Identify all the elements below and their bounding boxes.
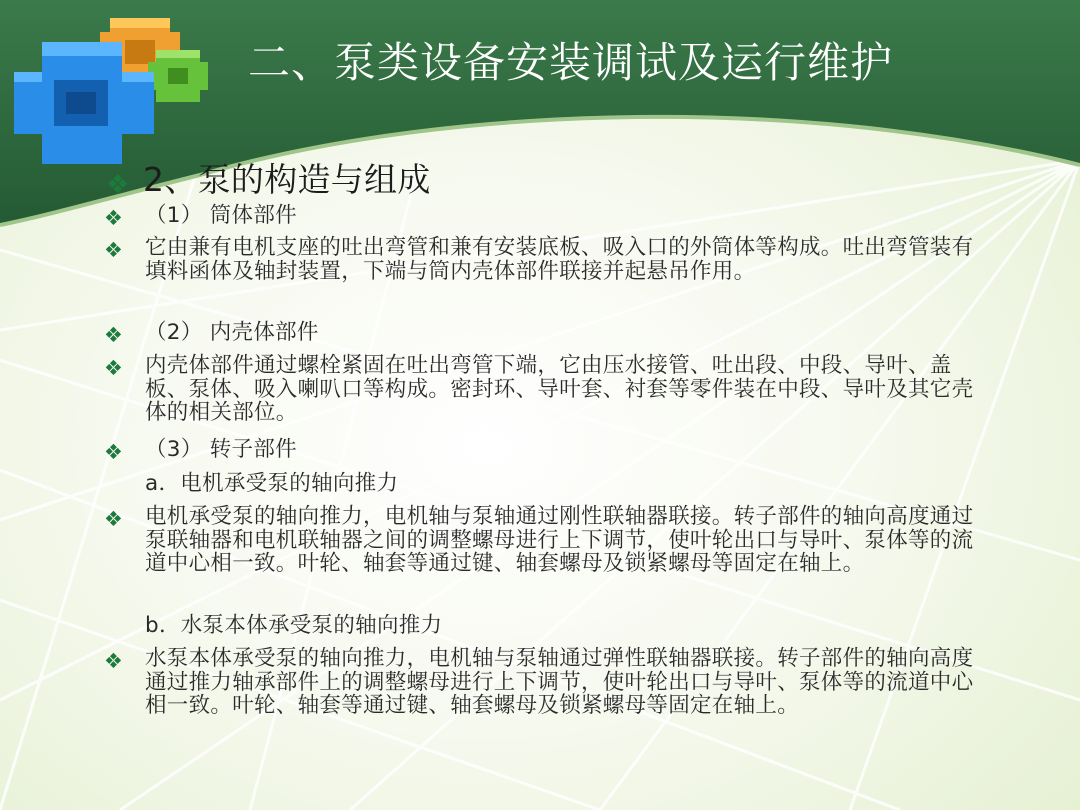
list-item: 电机承受泵的轴向推力，电机轴与泵轴通过刚性联轴器联接。转子部件的轴向高度通过泵联轴器和电机联轴器之间的调整螺母进行上下调节，使叶轮出口与导叶、泵体等的流道中心相一致。叶轮、轴套等通过键、轴套螺母及锁紧螺母等固定在轴上。: [145, 504, 974, 576]
sub-heading: a．电机承受泵的轴向推力: [145, 471, 399, 496]
bullet-icon: ❖: [104, 323, 123, 347]
bullet-icon: ❖: [104, 238, 123, 262]
bullet-icon: ❖: [104, 507, 123, 531]
bullet-icon: ❖: [104, 440, 123, 464]
bullet-icon: ❖: [106, 170, 130, 200]
sub-heading: b．水泵本体承受泵的轴向推力: [145, 613, 443, 638]
section-heading: 2、泵的构造与组成: [143, 160, 431, 199]
list-item: （3） 转子部件: [145, 437, 297, 462]
list-item: 它由兼有电机支座的吐出弯管和兼有安装底板、吸入口的外筒体等构成。吐出弯管装有填料函体及轴封装置，下端与筒内壳体部件联接并起悬吊作用。: [145, 235, 974, 284]
bullet-icon: ❖: [104, 356, 123, 380]
list-item: 水泵本体承受泵的轴向推力，电机轴与泵轴通过弹性联轴器联接。转子部件的轴向高度通过推力轴承部件上的调整螺母进行上下调节，使叶轮出口与导叶、泵体等的流道中心相一致。叶轮、轴套等通过键、轴套螺母及锁紧螺母等固定在轴上。: [145, 646, 974, 718]
slide-title: 二、泵类设备安装调试及运行维护: [248, 38, 894, 87]
bullet-icon: ❖: [104, 649, 123, 673]
bullet-icon: ❖: [104, 206, 123, 230]
list-item: （2） 内壳体部件: [145, 320, 319, 345]
list-item: 内壳体部件通过螺栓紧固在吐出弯管下端，它由压水接管、吐出段、中段、导叶、盖板、泵体、吸入喇叭口等构成。密封环、导叶套、衬套等零件装在中段、导叶及其它壳体的相关部位。: [145, 353, 974, 425]
list-item: （1） 筒体部件: [145, 203, 297, 228]
